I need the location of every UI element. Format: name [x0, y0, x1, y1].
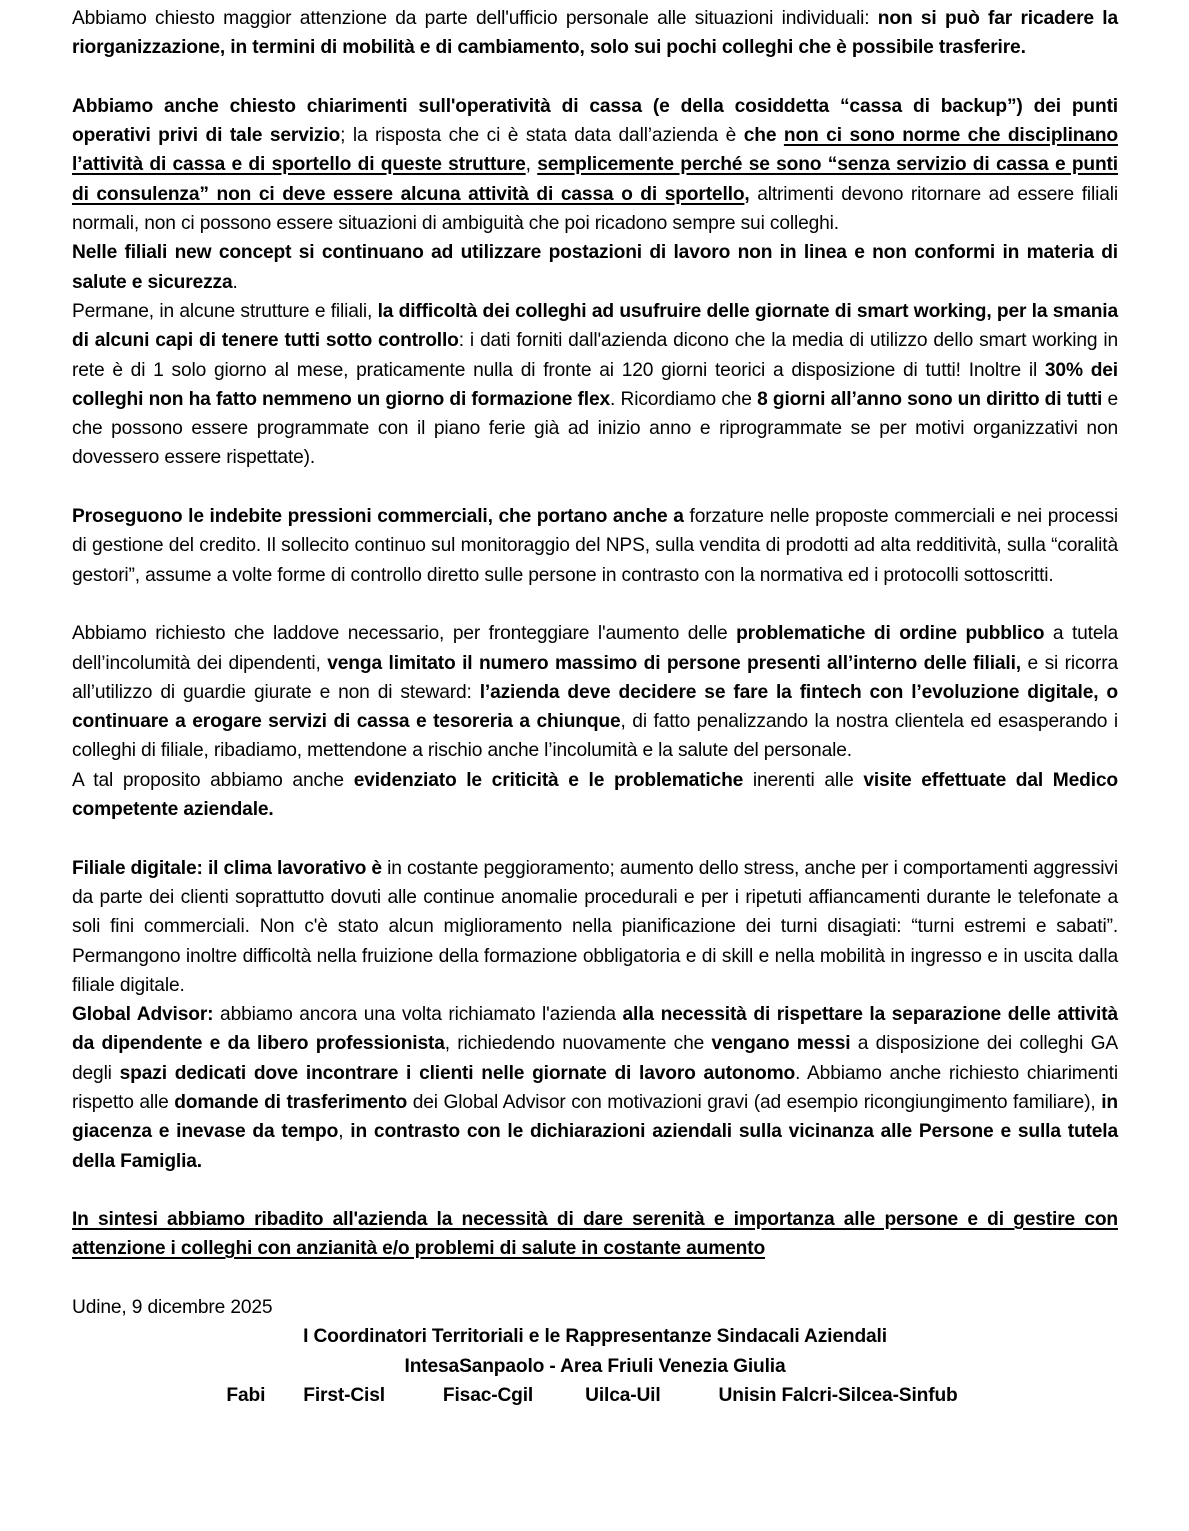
- text-run: forzature nelle proposte commerciali e nei processi di gestione del credito. Il sollecito continuo sul monitoraggio del NPS, sulla vendita di prodotti ad alta redditività, sulla “coralità gestori”, assume a volte forme di controllo diretto sulle persone in contrasto con la normativa ed i protocolli sottoscritti.: [72, 506, 1119, 586]
- bold-underlined-text: non ci sono norme che disciplinano l’attività di cassa e di sportello di queste strutture: [72, 125, 1118, 176]
- text-run: Abbiamo richiesto che laddove necessario, per fronteggiare l'aumento delle: [72, 623, 737, 645]
- text-run: . Ricordiamo che: [610, 388, 758, 410]
- text-run: a tutela dell’incolumità dei dipendenti,: [72, 623, 1118, 674]
- bold-text: venga limitato il numero massimo di persone presenti all’interno delle filiali,: [327, 652, 1021, 674]
- text-run: inerenti alle: [743, 769, 864, 791]
- bold-text: Filiale digitale: il clima lavorativo è: [72, 857, 382, 879]
- text-run: abbiamo ancora una volta richiamato l'azienda: [213, 1004, 623, 1026]
- text-run: in costante peggioramento; aumento dello stress, anche per i comportamenti aggressivi da parte dei clienti soprattutto dovuti alle continue anomalie procedurali e per i ripetuti affiancamenti durante le telefonate a soli fini commerciali. Non c'è stato alcun miglioramento nella pianificazione dei turni disagiati: “turni estremi e sabati”. Permangono inoltre difficoltà nella fruizione della formazione obbligatoria e di skill e nella mobilità in ingresso e in uscita dalla filiale digitale.: [72, 857, 1118, 996]
- document-body: [72, 4, 1118, 1293]
- bold-text: in giacenza e inevase da tempo: [72, 1091, 1118, 1143]
- text-run: ,: [338, 1121, 351, 1143]
- bold-text: che: [743, 125, 784, 147]
- text-run: A tal proposito abbiamo anche: [72, 769, 354, 791]
- bold-text: vengano messi: [711, 1033, 851, 1055]
- bold-text: alla necessità di rispettare la separazione delle attività da dipendente e da libero professionista: [72, 1004, 1118, 1055]
- text-run: e si ricorra all’utilizzo di guardie giurate e non di steward:: [72, 652, 1118, 703]
- text-run: : i dati forniti dall'azienda dicono che la media di utilizzo dello smart working in rete è di 1 solo giorno al mese, praticamente nulla di fronte ai 120 giorni teorici a disposizione di tutti! Inoltre il: [72, 330, 1118, 381]
- document-page: [72, 4, 1118, 1410]
- paragraph-spacer: [72, 824, 1118, 853]
- paragraph-p3: [72, 238, 1118, 297]
- paragraph-p8: [72, 854, 1118, 1000]
- bold-text: spazi dedicati dove incontrare i clienti nelle giornate di lavoro autonomo: [119, 1062, 796, 1084]
- bold-text: in contrasto con le dichiarazioni aziendali sulla vicinanza alle Persone e sulla tutela della Famiglia.: [72, 1121, 1119, 1172]
- paragraph-p6: [72, 619, 1118, 765]
- text-run: . Abbiamo anche richiesto chiarimenti rispetto alle: [72, 1062, 1118, 1113]
- bold-text: Proseguono le indebite pressioni commerciali, che portano anche a: [72, 506, 684, 528]
- text-run: Abbiamo chiesto maggior attenzione da parte dell'ufficio personale alle situazioni individuali:: [72, 8, 878, 29]
- bold-text: la difficoltà dei colleghi ad usufruire delle giornate di smart working, per la smania di alcuni capi di tenere tutti sotto controllo: [72, 300, 1118, 352]
- signature-line-coordinators: I Coordinatori Territoriali e le Rappresentanze Sindacali Aziendali: [303, 1326, 887, 1348]
- paragraph-p5: [72, 502, 1118, 590]
- signature-block: [72, 1322, 1118, 1410]
- paragraph-p9: [72, 1000, 1118, 1176]
- paragraph-spacer: [72, 473, 1118, 502]
- bold-text: Abbiamo anche chiesto chiarimenti sull'operatività di cassa (e della cosiddetta “cassa di backup”) dei punti operativi privi di tale servizio: [72, 95, 1118, 147]
- text-run: .: [232, 271, 238, 293]
- text-run: dei Global Advisor con motivazioni gravi (ad esempio ricongiungimento familiare),: [407, 1091, 1102, 1113]
- text-run: ,: [525, 154, 538, 176]
- paragraph-spacer: [72, 590, 1118, 619]
- paragraph-spacer: [72, 1264, 1118, 1293]
- bold-text: 8 giorni all’anno sono un diritto di tutti: [757, 388, 1103, 410]
- paragraph-spacer: [72, 63, 1118, 92]
- bold-text: domande di trasferimento: [174, 1091, 408, 1113]
- paragraph-spacer: [72, 1176, 1118, 1205]
- bold-underlined-text: semplicemente perché se sono “senza servizio di cassa e punti di consulenza” non ci deve essere alcuna attività di cassa o di sportello: [72, 154, 1118, 205]
- paragraph-p2: [72, 92, 1118, 238]
- bold-text: Nelle filiali new concept si continuano ad utilizzare postazioni di lavoro non in linea e non conformi in materia di salute e sicurezza: [72, 242, 1118, 293]
- bold-text: problematiche di ordine pubblico: [736, 623, 1045, 645]
- union-name: Uilca-Uil: [585, 1384, 661, 1406]
- bold-text: visite effettuate dal Medico competente aziendale.: [72, 769, 1118, 821]
- bold-underlined-text: In sintesi abbiamo ribadito all'azienda la necessità di dare serenità e importanza alle persone e di gestire con attenzione i colleghi con anzianità e/o problemi di salute in costante aumento: [72, 1209, 1118, 1260]
- text-run: ; la risposta che ci è stata data dall’azienda è: [340, 125, 744, 147]
- signature-line-company-area: IntesaSanpaolo - Area Friuli Venezia Giulia: [404, 1355, 786, 1377]
- bold-text: ,: [744, 183, 750, 205]
- text-run: Permane, in alcune strutture e filiali,: [72, 300, 378, 322]
- text-run: e che possono essere programmate con il piano ferie già ad inizio anno e riprogrammate se per motivi organizzativi non dovessero essere rispettate).: [72, 388, 1118, 469]
- union-name: Fabi: [226, 1384, 266, 1406]
- paragraph-p7: [72, 766, 1118, 825]
- paragraph-p1: [72, 4, 1118, 63]
- text-run: a disposizione dei colleghi GA degli: [72, 1033, 1119, 1084]
- bold-text: l’azienda deve decidere se fare la fintech con l’evoluzione digitale, o continuare a erogare servizi di cassa e tesoreria a chiunque: [72, 681, 1118, 733]
- text-run: altrimenti devono ritornare ad essere filiali normali, non ci possono essere situazioni di ambiguità che poi ricadono sempre sui colleghi.: [72, 183, 1118, 235]
- bold-text: Global Advisor:: [72, 1004, 214, 1026]
- bold-text: 30% dei colleghi non ha fatto nemmeno un giorno di formazione flex: [72, 359, 1118, 410]
- union-name: Fisac-Cgil: [442, 1384, 534, 1406]
- union-list: [66, 1381, 1118, 1410]
- union-name: First-Cisl: [303, 1384, 385, 1406]
- text-run: , richiedendo nuovamente che: [444, 1033, 712, 1055]
- place-date: Udine, 9 dicembre 2025: [72, 1297, 273, 1319]
- union-name: Unisin Falcri-Silcea-Sinfub: [718, 1384, 958, 1406]
- paragraph-p10: [72, 1205, 1118, 1264]
- bold-text: evidenziato le criticità e le problematiche: [353, 769, 744, 791]
- text-run: , di fatto penalizzando la nostra clientela ed esasperando i colleghi di filiale, ribadiamo, mettendone a rischio anche l’incolumità e la salute del personale.: [72, 711, 1118, 762]
- paragraph-p4: [72, 297, 1118, 473]
- bold-text: non si può far ricadere la riorganizzazione, in termini di mobilità e di cambiamento, solo sui pochi colleghi che è possibile trasferire.: [72, 8, 1119, 59]
